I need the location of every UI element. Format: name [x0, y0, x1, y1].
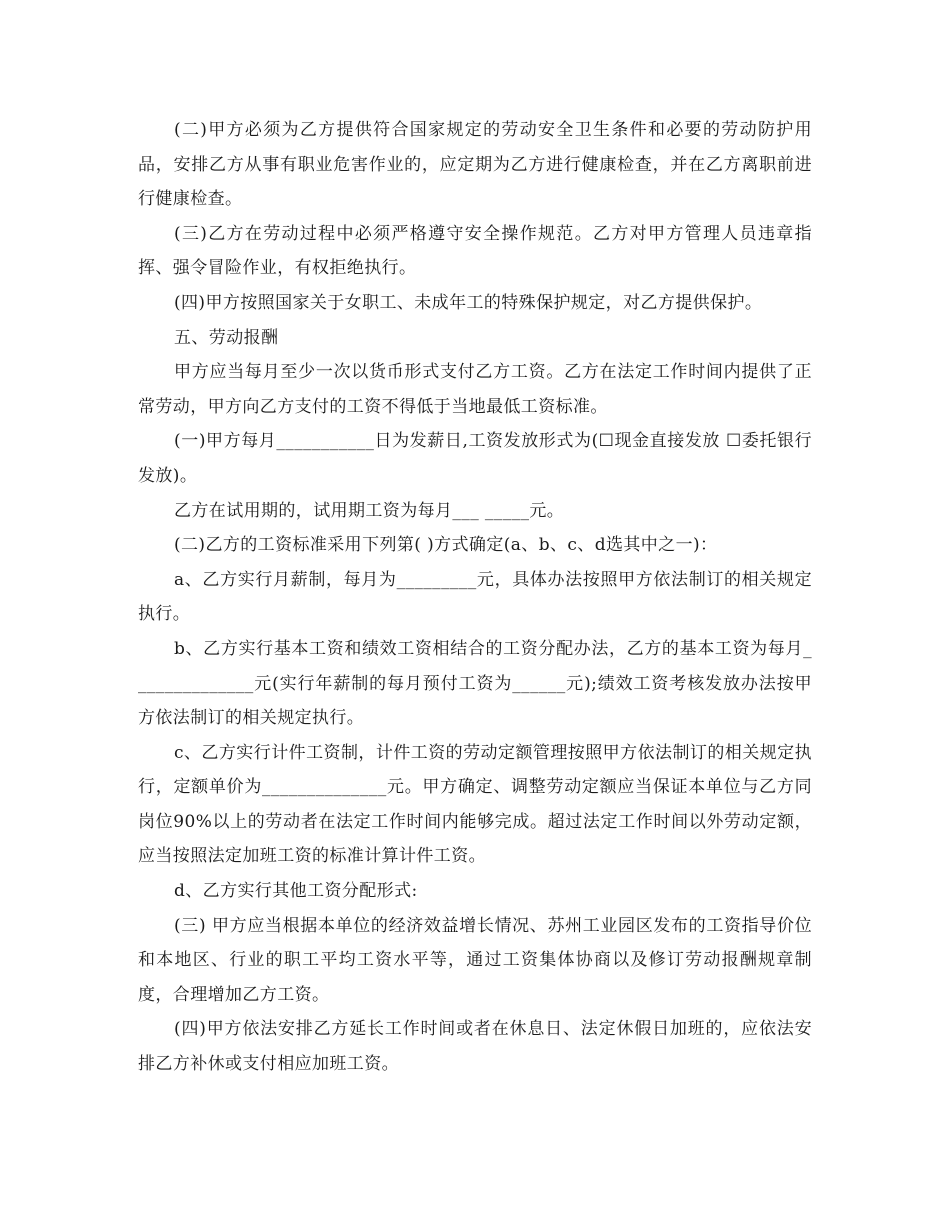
paragraph: a、乙方实行月薪制，每月为_________元，具体办法按照甲方依法制订的相关规定执行。 [138, 569, 812, 625]
paragraph: 甲方应当每月至少一次以货币形式支付乙方工资。乙方在法定工作时间内提供了正常劳动，甲方向乙方支付的工资不得低于当地最低工资标准。 [138, 362, 812, 417]
paragraph: (四)甲方按照国家关于女职工、未成年工的特殊保护规定，对乙方提供保护。 [174, 292, 763, 313]
paragraph: b、乙方实行基本工资和绩效工资相结合的工资分配办法，乙方的基本工资为每月______________元(实行年薪制的每月预付工资为______元);绩效工资考核发放办法按甲方依法制订的相关规定执行。 [138, 638, 812, 729]
paragraph: (二)乙方的工资标准采用下列第( )方式确定(a、b、c、d选其中之一)： [174, 535, 718, 556]
paragraph: (一)甲方每月___________日为发薪日,工资发放形式为(☐现金直接发放 ☐委托银行发放)。 [138, 431, 812, 486]
paragraph: (四)甲方依法安排乙方延长工作时间或者在休息日、法定休假日加班的，应依法安排乙方补休或支付相应加班工资。 [138, 1019, 812, 1075]
paragraph: 乙方在试用期的，试用期工资为每月___ _____元。 [174, 500, 565, 521]
paragraph: d、乙方实行其他工资分配形式: [174, 881, 418, 902]
paragraph: (二)甲方必须为乙方提供符合国家规定的劳动安全卫生条件和必要的劳动防护用品，安排乙方从事有职业危害作业的，应定期为乙方进行健康检查，并在乙方离职前进行健康检查。 [138, 120, 812, 210]
section-heading: 五、劳动报酬 [174, 327, 279, 348]
paragraph: c、乙方实行计件工资制，计件工资的劳动定额管理按照甲方依法制订的相关规定执行，定额单价为______________元。甲方确定、调整劳动定额应当保证本单位与乙方同岗位90%以上的劳动者在法定工作时间内能够完成。超过法定工作时间以外劳动定额，应当按照法定加班工资的标准计算计件工资。 [138, 742, 812, 867]
paragraph: (三) 甲方应当根据本单位的经济效益增长情况、苏州工业园区发布的工资指导价位和本地区、行业的职工平均工资水平等，通过工资集体协商以及修订劳动报酬规章制度，合理增加乙方工资。 [138, 915, 812, 1005]
paragraph: (三)乙方在劳动过程中必须严格遵守安全操作规范。乙方对甲方管理人员违章指挥、强令冒险作业，有权拒绝执行。 [138, 223, 812, 279]
